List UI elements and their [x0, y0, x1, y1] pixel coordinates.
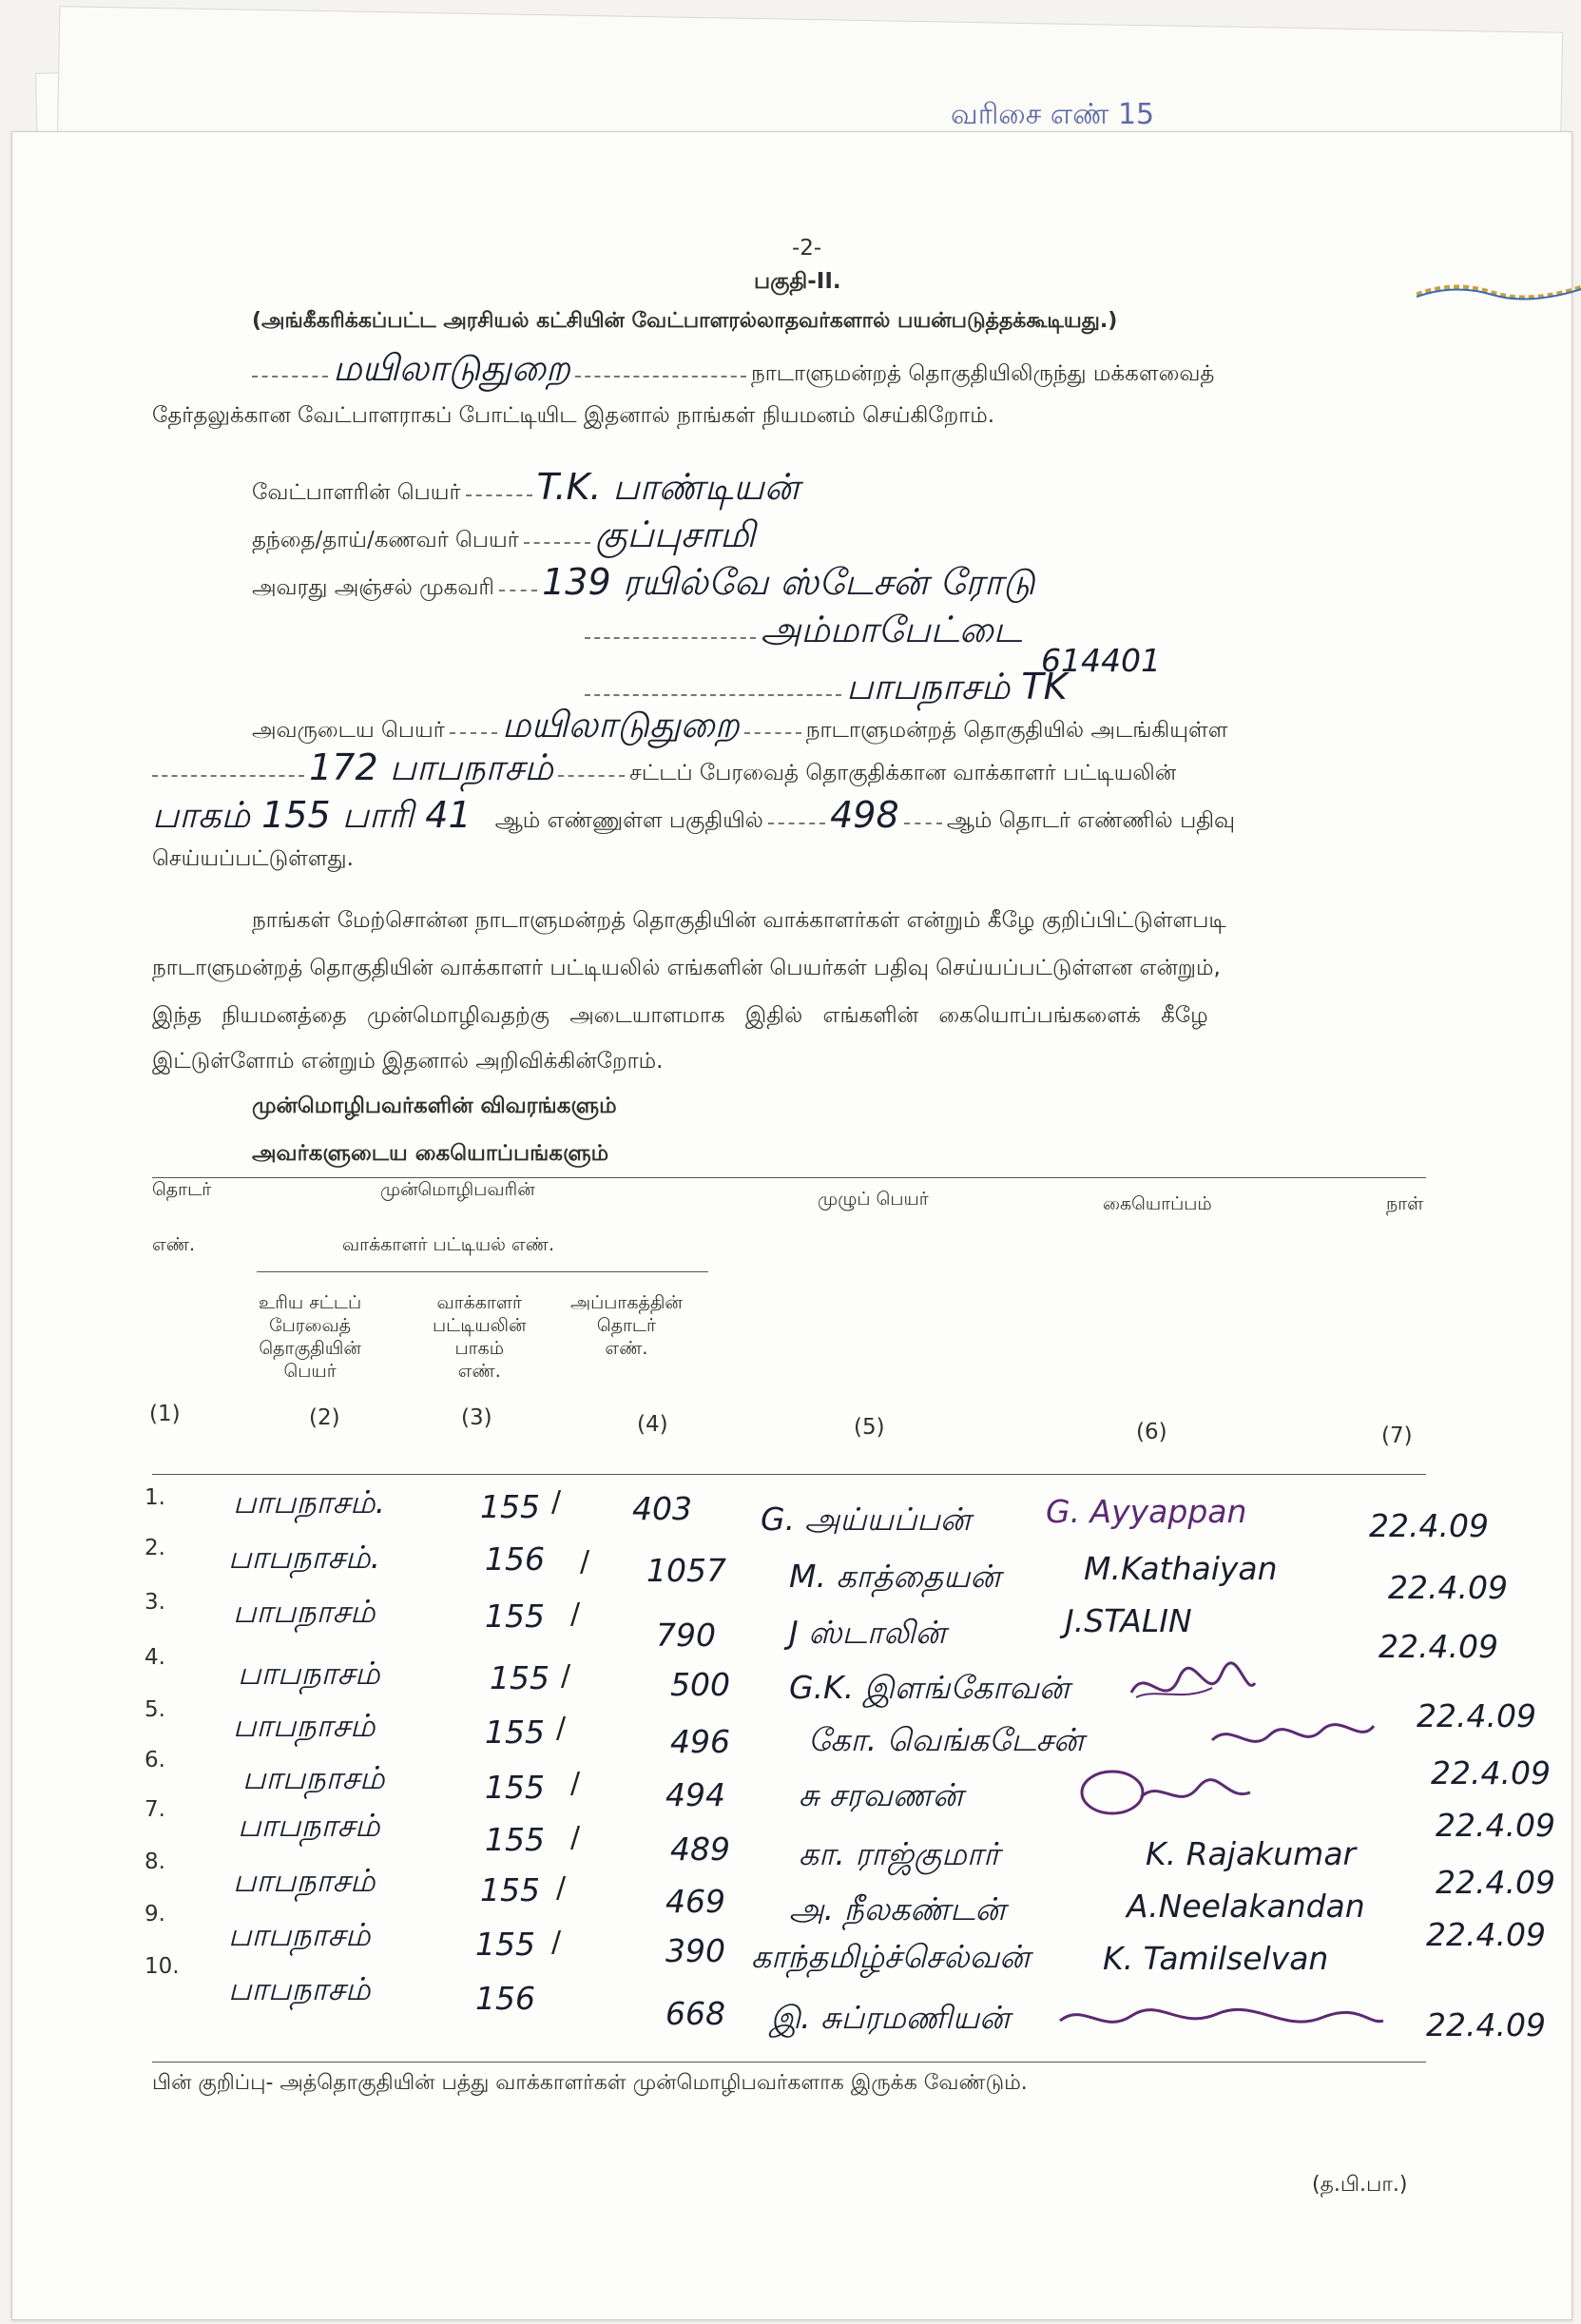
assembly-text: சட்டப் பேரவைத் தொகுதிக்கான வாக்காளர் பட்டியலின் — [629, 761, 1177, 785]
row-1-assembly: பாபநாசம். — [233, 1483, 386, 1520]
row-1-no: 1. — [145, 1485, 165, 1510]
tick-mark: / — [580, 1545, 590, 1578]
row-6-assembly: பாபநாசம் — [242, 1759, 385, 1796]
row-5-part: 155 — [485, 1714, 545, 1751]
constituency-dash-left — [252, 376, 328, 378]
footer-mark: (த.பி.பா.) — [1312, 2173, 1408, 2197]
row-8-no: 8. — [145, 1850, 165, 1874]
row-4-part: 155 — [490, 1659, 549, 1696]
row-2-date: 22.4.09 — [1388, 1569, 1508, 1606]
address-line-2-row — [585, 609, 1022, 656]
candidate-name-dash — [466, 494, 532, 496]
row-7-signature: K. Rajakumar — [1146, 1835, 1357, 1872]
row-2-part: 156 — [485, 1540, 545, 1578]
tick-mark: / — [551, 1926, 562, 1959]
col-number-7: (7) — [1381, 1423, 1413, 1448]
col-date: நாள் — [1386, 1193, 1424, 1214]
father-name-dash — [524, 542, 590, 544]
father-name-label: தந்தை/தாய்/கணவர் பெயர் — [252, 528, 519, 552]
registration-line-3 — [152, 794, 1235, 842]
serial-dash-right — [904, 823, 942, 824]
tick-mark: / — [561, 1659, 571, 1693]
row-9-date: 22.4.09 — [1426, 1916, 1546, 1953]
tick-mark: / — [570, 1767, 581, 1800]
address-label: அவரது அஞ்சல் முகவரி — [252, 575, 494, 600]
col-electoral-roll: வாக்காளர் பட்டியல் எண். — [342, 1234, 554, 1255]
serial-dash — [768, 823, 825, 824]
row-8-assembly: பாபநாசம் — [233, 1862, 376, 1899]
row-1-name: G. அய்யப்பன் — [761, 1501, 971, 1538]
intro-line-1-text: நாடாளுமன்றத் தொகுதியிலிருந்து மக்களவைத் — [750, 361, 1215, 386]
stamp-line-1: வரிசை எண் 15 — [951, 98, 1155, 131]
row-6-signature-scribble — [1074, 1764, 1255, 1821]
declaration-line-4: இட்டுள்ளோம் என்றும் இதனால் அறிவிக்கின்றோம். — [152, 1049, 664, 1074]
row-6-name: சு சரவணன் — [799, 1776, 963, 1813]
thread-decoration — [1417, 276, 1581, 304]
row-10-date: 22.4.09 — [1426, 2006, 1546, 2043]
sub-assembly-4: பெயர் — [283, 1361, 337, 1382]
row-3-name: J ஸ்டாலின் — [789, 1614, 946, 1651]
address-line-2-dash — [585, 637, 756, 639]
table-header-bottom-rule — [152, 1474, 1426, 1475]
row-3-serial: 790 — [656, 1617, 716, 1654]
tick-mark: / — [570, 1821, 581, 1854]
row-3-part: 155 — [485, 1598, 545, 1635]
col-number-6: (6) — [1136, 1420, 1167, 1444]
declaration-line-2: நாடாளுமன்றத் தொகுதியின் வாக்காளர் பட்டியலில் எங்களின் பெயர்கள் பதிவு செய்யப்பட்டுள்ளன என்றும், — [152, 956, 1221, 980]
sub-part-3: பாகம் — [454, 1338, 504, 1359]
footnote: பின் குறிப்பு- அத்தொகுதியின் பத்து வாக்காளர்கள் முன்மொழிபவர்களாக இருக்க வேண்டும். — [152, 2071, 1028, 2095]
registration-constituency-dash — [744, 732, 801, 734]
row-2-signature: M.Kathaiyan — [1084, 1550, 1278, 1587]
row-2-serial: 1057 — [646, 1552, 726, 1589]
address-line-3: பாபநாசம் TK — [846, 666, 1068, 707]
row-10-part: 156 — [475, 1980, 535, 2017]
row-5-assembly: பாபநாசம் — [233, 1707, 376, 1744]
registered-text: செய்யப்பட்டுள்ளது. — [152, 846, 354, 871]
sub-part-1: வாக்காளர் — [436, 1292, 522, 1313]
col-number-5: (5) — [854, 1415, 885, 1440]
row-9-assembly: பாபநாசம் — [228, 1916, 371, 1953]
col-serial-2: எண். — [152, 1234, 196, 1255]
candidate-name-label: வேட்பாளரின் பெயர் — [252, 480, 461, 505]
proposers-heading-1: முன்மொழிபவர்களின் விவரங்களும் — [252, 1094, 617, 1118]
row-6-no: 6. — [145, 1748, 165, 1772]
address-row — [252, 561, 1035, 609]
intro-line-1 — [252, 347, 1214, 395]
table-top-rule — [152, 1177, 1426, 1178]
row-8-date: 22.4.09 — [1436, 1864, 1555, 1901]
address-line-1: 139 ரயில்வே ஸ்டேசன் ரோடு — [542, 561, 1035, 603]
row-8-signature: A.Neelakandan — [1127, 1888, 1365, 1925]
form-subtitle: (அங்கீகரிக்கப்பட்ட அரசியல் கட்சியின் வேட்பாளரல்லாதவர்களால் பயன்படுத்தக்கூடியது.) — [252, 309, 1118, 333]
declaration-line-1: நாங்கள் மேற்சொன்ன நாடாளுமன்றத் தொகுதியின் வாக்காளர்கள் என்றும் கீழே குறிப்பிட்டுள்ளபடி — [252, 908, 1226, 933]
row-9-name: காந்தமிழ்ச்செல்வன் — [751, 1938, 1031, 1975]
row-3-signature: J.STALIN — [1065, 1602, 1192, 1639]
row-7-date: 22.4.09 — [1436, 1807, 1555, 1844]
page-number: -2- — [792, 236, 822, 261]
row-9-serial: 390 — [665, 1932, 725, 1969]
subheader-rule — [257, 1271, 708, 1272]
registration-serial: 498 — [830, 794, 899, 836]
comprises-text: நாடாளுமன்றத் தொகுதியில் அடங்கியுள்ள — [805, 718, 1228, 743]
tick-mark: / — [551, 1485, 562, 1519]
row-5-name: கோ. வெங்கடேசன் — [808, 1721, 1085, 1758]
registration-part: பாகம் 155 பாரி 41 — [152, 794, 472, 836]
address-line-2: அம்மாபேட்டை — [761, 609, 1023, 650]
row-8-part: 155 — [480, 1871, 540, 1908]
candidate-name-value: T.K. பாண்டியன் — [536, 466, 800, 508]
row-10-serial: 668 — [665, 1995, 725, 2032]
constituency-handwritten: மயிலாடுதுறை — [333, 347, 570, 389]
row-4-signature-scribble — [1127, 1659, 1260, 1716]
declaration-line-3: இந்த நியமனத்தை முன்மொழிவதற்கு அடையாளமாக இதில் எங்களின் கையொப்பங்களைக் கீழே — [152, 1003, 1208, 1028]
part-title: பகுதி-II. — [754, 269, 841, 294]
assembly-dash — [152, 775, 304, 777]
tick-mark: / — [556, 1712, 567, 1745]
serial-text: ஆம் தொடர் எண்ணில் பதிவு — [946, 808, 1236, 833]
row-7-name: கா. ராஜ்குமார் — [799, 1835, 1000, 1872]
sub-assembly-2: பேரவைத் — [269, 1315, 352, 1336]
sub-assembly — [259, 1291, 361, 1383]
tick-mark: / — [556, 1871, 567, 1905]
footer-rule — [152, 2062, 1426, 2063]
address-dash — [499, 590, 537, 591]
sub-part-4: எண். — [457, 1361, 501, 1382]
sub-assembly-1: உரிய சட்டப் — [259, 1292, 362, 1313]
sub-serial-1: அப்பாகத்தின் — [570, 1292, 683, 1313]
address-line-3-dash — [585, 694, 841, 696]
col-number-1: (1) — [149, 1402, 181, 1426]
his-name-label: அவருடைய பெயர் — [252, 718, 445, 743]
father-name-value: குப்புசாமி — [594, 513, 756, 555]
col-number-2: (2) — [309, 1405, 340, 1430]
row-1-serial: 403 — [632, 1490, 692, 1527]
row-6-part: 155 — [485, 1769, 545, 1806]
sub-part-2: பட்டியலின் — [433, 1315, 527, 1336]
father-name-row — [252, 513, 755, 561]
proposers-heading-2: அவர்களுடைய கையொப்பங்களும் — [252, 1141, 609, 1166]
col-signature: கையொப்பம் — [1103, 1193, 1212, 1214]
row-8-serial: 469 — [665, 1883, 725, 1920]
col-number-4: (4) — [637, 1412, 668, 1437]
candidate-name-row — [252, 466, 800, 513]
row-4-assembly: பாபநாசம் — [238, 1655, 380, 1692]
sub-serial — [570, 1291, 683, 1360]
row-10-name: இ. சுப்ரமணியன் — [770, 1999, 1011, 2036]
tick-mark: / — [570, 1598, 581, 1631]
row-7-no: 7. — [145, 1797, 165, 1822]
part-text: ஆம் எண்ணுள்ள பகுதியில் — [494, 808, 763, 833]
row-4-no: 4. — [145, 1645, 165, 1670]
row-1-date: 22.4.09 — [1369, 1507, 1489, 1544]
row-7-part: 155 — [485, 1821, 545, 1858]
pincode: 614401 — [1041, 642, 1161, 679]
row-4-serial: 500 — [670, 1666, 730, 1703]
row-10-assembly: பாபநாசம் — [228, 1970, 371, 2007]
row-9-no: 9. — [145, 1902, 165, 1927]
row-1-signature: G. Ayyappan — [1046, 1493, 1247, 1530]
col-fullname: முழுப் பெயர் — [818, 1189, 929, 1210]
intro-line-2: தேர்தலுக்கான வேட்பாளராகப் போட்டியிட இதனால் நாங்கள் நியமனம் செய்கிறோம். — [152, 403, 995, 428]
col-number-3: (3) — [461, 1405, 492, 1430]
row-2-assembly: பாபநாசம். — [228, 1539, 381, 1576]
row-7-serial: 489 — [670, 1830, 730, 1868]
row-1-part: 155 — [480, 1488, 540, 1525]
col-serial: தொடர் — [152, 1179, 212, 1200]
row-6-date: 22.4.09 — [1431, 1754, 1551, 1791]
row-3-no: 3. — [145, 1590, 165, 1615]
row-3-assembly: பாபநாசம் — [233, 1593, 376, 1630]
col-proposer: முன்மொழிபவரின் — [380, 1179, 535, 1200]
sub-serial-3: எண். — [605, 1338, 648, 1359]
registration-line-1 — [252, 704, 1227, 751]
row-3-date: 22.4.09 — [1379, 1628, 1498, 1665]
sub-assembly-3: தொகுதியின் — [259, 1338, 361, 1359]
row-6-serial: 494 — [665, 1776, 725, 1813]
row-5-signature-scribble — [1207, 1712, 1379, 1759]
row-8-name: அ. நீலகண்டன் — [789, 1890, 1006, 1927]
row-5-serial: 496 — [670, 1723, 730, 1760]
row-4-name: G.K. இளங்கோவன் — [789, 1669, 1070, 1706]
row-10-no: 10. — [145, 1954, 180, 1979]
his-name-dash — [450, 732, 497, 734]
row-2-no: 2. — [145, 1536, 165, 1560]
registration-line-2 — [152, 746, 1176, 794]
row-7-assembly: பாபநாசம் — [238, 1807, 380, 1844]
registration-assembly: 172 பாபநாசம் — [309, 746, 553, 788]
row-10-signature-scribble — [1055, 1997, 1388, 2044]
sub-serial-2: தொடர் — [596, 1315, 656, 1336]
row-5-date: 22.4.09 — [1417, 1697, 1536, 1734]
sub-part — [433, 1291, 526, 1383]
registration-constituency: மயிலாடுதுறை — [501, 704, 740, 746]
assembly-dash-right — [558, 775, 625, 777]
row-5-no: 5. — [145, 1697, 165, 1722]
row-2-name: M. காத்தையன் — [789, 1558, 1001, 1595]
constituency-dash-right — [575, 376, 746, 378]
row-9-part: 155 — [475, 1926, 535, 1963]
row-9-signature: K. Tamilselvan — [1103, 1940, 1329, 1977]
